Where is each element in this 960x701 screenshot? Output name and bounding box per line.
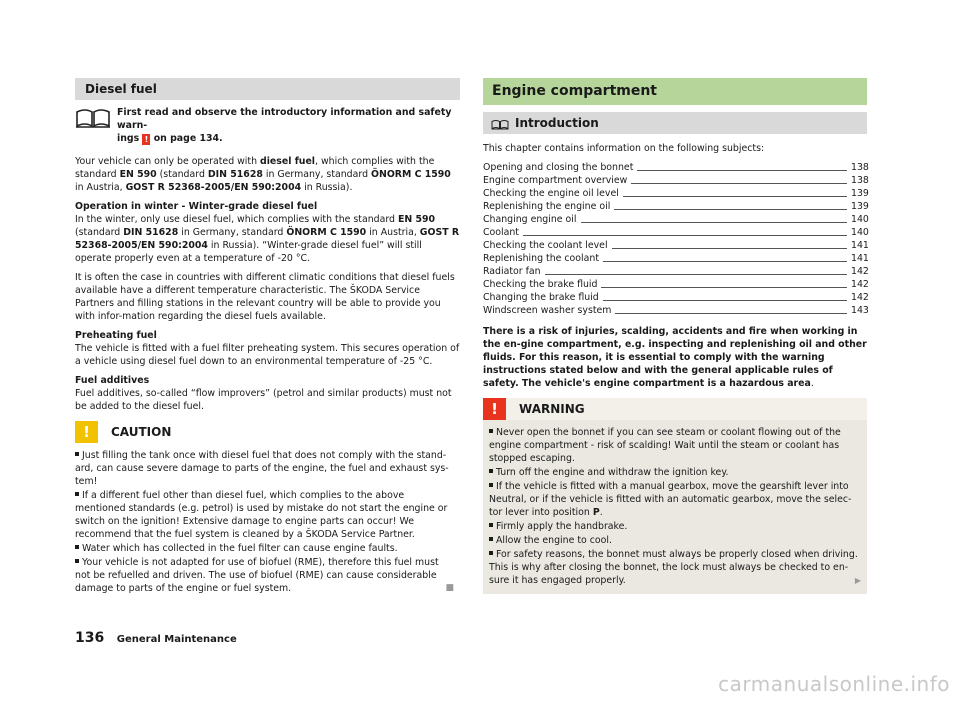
list-item: Allow the engine to cool.: [489, 534, 861, 547]
list-item: Turn off the engine and withdraw the ignition key.: [489, 466, 861, 479]
caution-title: CAUTION: [98, 421, 460, 443]
end-square-icon: ■: [445, 583, 454, 593]
list-item: If a different fuel other than diesel fuel, which complies to the above mentioned standards (e.g. petrol) is used by mistake do not start the engine or switch on the ignition! Extensive damage to engine parts can occur! We recommend that the fuel system is cleaned by a ŠKODA Service Partner.: [75, 490, 448, 540]
introduction-bar: [483, 112, 867, 134]
left-column: [75, 78, 460, 602]
toc-row[interactable]: Checking the engine oil level 139: [483, 188, 869, 199]
toc-row[interactable]: Changing engine oil 140: [483, 214, 869, 225]
footer-section-title: General Maintenance: [116, 634, 237, 645]
toc-row[interactable]: Coolant 140: [483, 227, 869, 238]
paragraph-preheating: Preheating fuel The vehicle is fitted with a fuel filter preheating system. This secures operation of a vehicle using diesel fuel down to an environmental temperature of -25 °C.: [75, 330, 460, 367]
book-icon: [75, 106, 111, 128]
chapter-title-engine-compartment: Engine compartment: [483, 78, 867, 105]
toc-row[interactable]: Engine compartment overview 138: [483, 175, 869, 186]
right-column: [483, 78, 867, 594]
list-item: For safety reasons, the bonnet must always be properly closed when driving. This is why after closing the bonnet, the lock must always be checked to en-sure it has engaged properly. ▶: [489, 549, 861, 586]
toc-row[interactable]: Opening and closing the bonnet 138: [483, 162, 869, 173]
toc-row[interactable]: Replenishing the coolant 141: [483, 253, 869, 264]
risk-paragraph: There is a risk of injuries, scalding, accidents and fire when working in the en-gine compartment, e.g. inspecting and replenishing oil and other fluids. For this reason, it is essential to comply with the warning instructions stated below and with the general applicable rules of safety. The vehicle's engine compartment is a hazardous area.: [483, 326, 867, 389]
list-item: Your vehicle is not adapted for use of biofuel (RME), therefore this fuel must not be refuelled and driven. The use of biofuel (RME) can cause considerable damage to parts of the engine or fuel system. ■: [75, 557, 454, 594]
toc-row[interactable]: Checking the brake fluid 142: [483, 279, 869, 290]
watermark: carmanualsonline.info: [718, 672, 950, 696]
toc-row[interactable]: Radiator fan 142: [483, 266, 869, 277]
paragraph-diesel-standard: Your vehicle can only be operated with diesel fuel, which complies with the standard EN 590 (standard DIN 51628 in Germany, standard ÖNORM C 1590 in Austria, GOST R 52368-2005/EN 590:2004 in Russia).: [75, 156, 451, 193]
heading-preheating: Preheating fuel: [75, 330, 157, 341]
section-title-diesel-fuel: Diesel fuel: [75, 78, 460, 100]
toc-row[interactable]: Replenishing the engine oil 139: [483, 201, 869, 212]
list-item: Water which has collected in the fuel filter can cause engine faults.: [75, 542, 454, 555]
toc-row[interactable]: Windscreen washer system 143: [483, 305, 869, 316]
warning-title: WARNING: [506, 398, 867, 420]
list-item: Firmly apply the handbrake.: [489, 520, 861, 533]
exclamation-icon: !: [75, 421, 98, 443]
toc-row[interactable]: Changing the brake fluid 142: [483, 292, 869, 303]
paragraph-winter: Operation in winter - Winter-grade diesel fuel In the winter, only use diesel fuel, which complies with the standard EN 590 (standard DIN 51628 in Germany, standard ÖNORM C 1590 in Austria, GOST R 52368-2005/EN 590:2004 in Russia). “Winter-grade diesel fuel” will still operate properly even at a temperature of -20 °C.: [75, 201, 460, 264]
list-item: If the vehicle is fitted with a manual gearbox, move the gearshift lever into Neutral, or if the vehicle is fitted with an automatic gearbox, move the selec-tor lever into position P.: [489, 481, 852, 518]
continue-arrow-icon: ▶: [854, 576, 861, 585]
book-icon: [491, 118, 509, 130]
paragraph-additives: Fuel additives Fuel additives, so-called “flow improvers” (petrol and similar products) must not be added to the diesel fuel.: [75, 374, 460, 413]
page-number: 136: [75, 630, 105, 646]
list-item: Just filling the tank once with diesel fuel that does not comply with the stand-ard, can cause severe damage to parts of the engine, the fuel and exhaust sys-tem!: [75, 450, 449, 487]
observe-note: [75, 106, 460, 145]
caution-box: [75, 421, 460, 602]
paragraph-climate: It is often the case in countries with different climatic conditions that diesel fuels available have a different temperature characteristic. The ŠKODA Service Partners and filling stations in the relevant country will be able to provide you with infor-mation regarding the diesel fuels available.: [75, 272, 455, 322]
toc-row[interactable]: Checking the coolant level 141: [483, 240, 869, 251]
warning-box: [483, 398, 867, 594]
heading-additives: Fuel additives: [75, 375, 150, 386]
page-footer: [75, 630, 237, 646]
page-reference-link[interactable]: on page 134.: [150, 133, 223, 144]
introduction-title: Introduction: [515, 116, 599, 130]
table-of-contents: [483, 161, 867, 317]
caution-body: [75, 443, 460, 602]
exclamation-icon: !: [483, 398, 506, 420]
heading-winter: Operation in winter - Winter-grade diesel fuel: [75, 201, 318, 212]
list-item: Never open the bonnet if you can see steam or coolant flowing out of the engine compartment - risk of scalding! Wait until the steam or coolant has stopped escaping.: [489, 427, 841, 464]
warning-body: [483, 420, 867, 594]
observe-text: First read and observe the introductory information and safety warn- ings ! on page 134.: [117, 107, 452, 144]
warning-mini-icon: !: [142, 134, 150, 145]
toc-intro: This chapter contains information on the following subjects:: [483, 143, 765, 154]
